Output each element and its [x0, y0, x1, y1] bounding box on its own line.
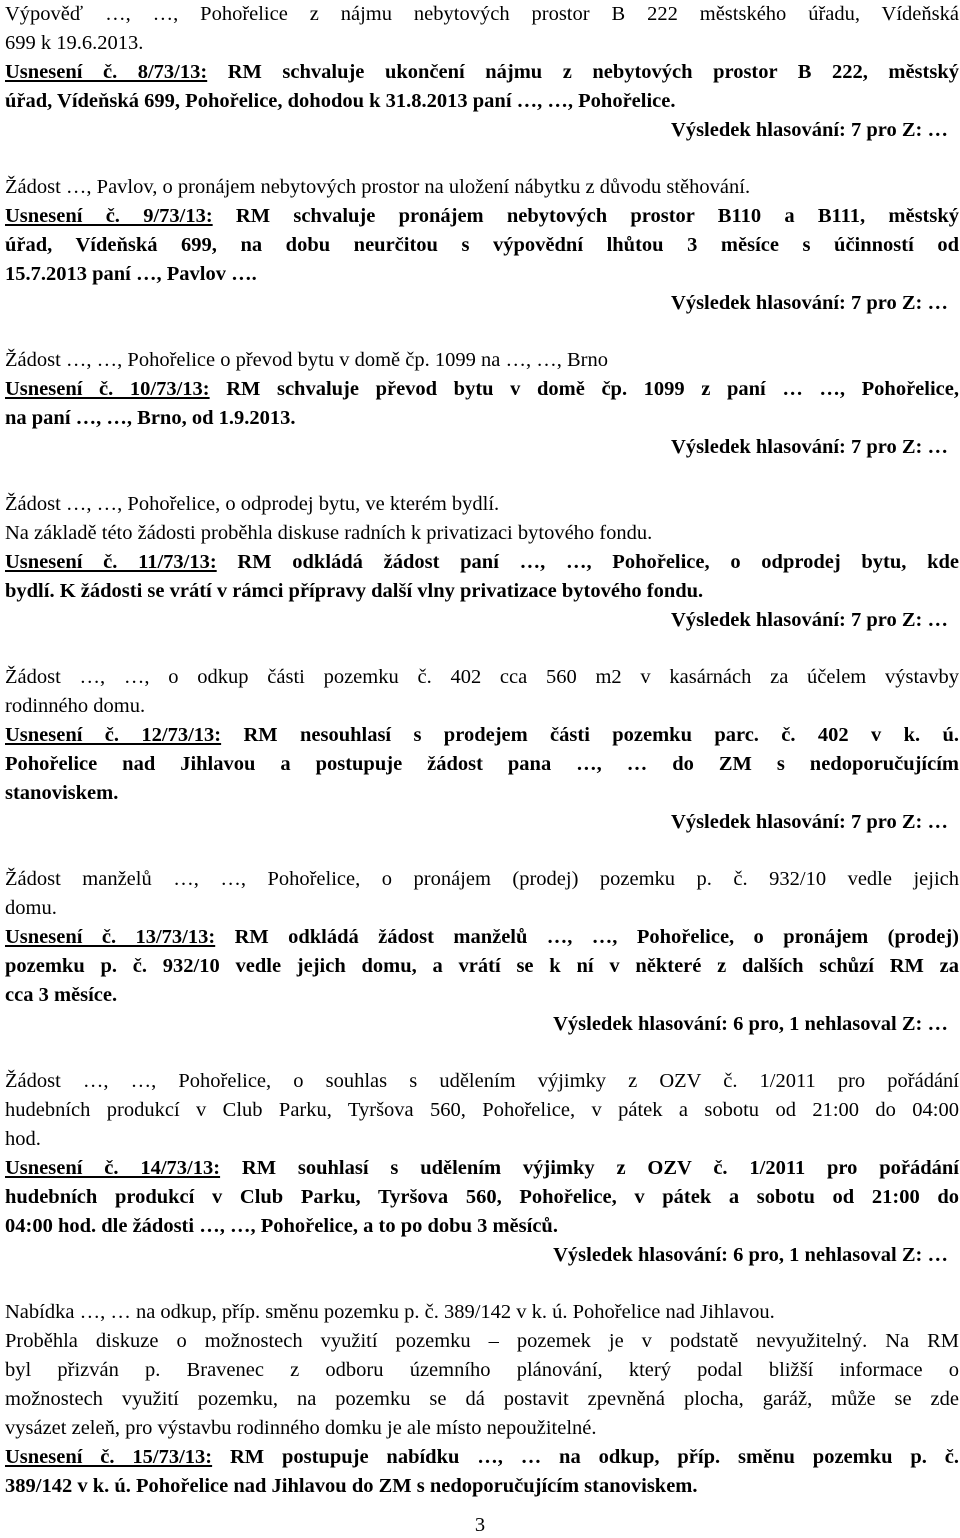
resolution-text: 389/142 v k. ú. Pohořelice nad Jihlavou do ZM s nedoporučujícím stanoviskem.: [5, 1475, 698, 1497]
resolution-text: úřad, Vídeňská 699, Pohořelice, dohodou k 31.8.2013 paní …, …, Pohořelice.: [5, 90, 676, 112]
resolution-text: RM odkládá žádost paní …, …, Pohořelice, o odprodej bytu, kde: [216, 551, 959, 573]
vote-result: Výsledek hlasování: 7 pro Z: …: [671, 436, 948, 458]
vote-result: Výsledek hlasování: 7 pro Z: …: [671, 119, 948, 141]
resolution-text: cca 3 měsíce.: [5, 984, 118, 1006]
resolution-text: Pohořelice nad Jihlavou a postupuje žádost pana …, … do ZM s nedoporučujícím: [5, 753, 959, 775]
resolution-label: Usnesení č. 15/73/13:: [5, 1446, 213, 1468]
resolution-label: Usnesení č. 14/73/13:: [5, 1157, 221, 1179]
resolution-text: pozemku p. č. 932/10 vedle jejich domu, a vrátí se k ní v některé z dalších schůzí RM za: [5, 955, 959, 977]
intro-paragraph: [5, 0, 959, 58]
resolution-block: [5, 58, 959, 145]
request-block: [5, 490, 959, 548]
resolution-text: úřad, Vídeňská 699, na dobu neurčitou s výpovědní lhůtou 3 měsíce s účinností od: [5, 234, 959, 256]
resolution-label: Usnesení č. 9/73/13:: [5, 205, 213, 227]
resolution-label: Usnesení č. 12/73/13:: [5, 724, 222, 746]
spacer: [5, 318, 959, 346]
resolution-line: [5, 1154, 959, 1183]
request-block: [5, 865, 959, 923]
request-text: Žádost …, Pavlov, o pronájem nebytových prostor na uložení nábytku z důvodu stěhování.: [5, 176, 751, 198]
request-text: možnostech využití pozemku, na pozemku se dá postavit zpevněná plocha, garáž, může se zde: [5, 1388, 959, 1410]
resolution-label: Usnesení č. 11/73/13:: [5, 551, 217, 573]
vote-result: Výsledek hlasování: 7 pro Z: …: [671, 811, 948, 833]
resolution-text: RM schvaluje pronájem nebytových prostor B110 a B111, městský: [212, 205, 959, 227]
resolution-label: Usnesení č. 10/73/13:: [5, 378, 210, 400]
resolution-line: [5, 375, 959, 404]
resolution-block: [5, 202, 959, 318]
request-text: Žádost …, …, Pohořelice o převod bytu v domě čp. 1099 na …, …, Brno: [5, 349, 608, 371]
spacer: [5, 145, 959, 173]
resolution-line: [5, 202, 959, 231]
resolution-text: RM schvaluje ukončení nájmu z nebytových prostor B 222, městský: [207, 61, 959, 83]
request-text: Na základě této žádosti proběhla diskuse radních k privatizaci bytového fondu.: [5, 522, 653, 544]
resolution-line: [5, 721, 959, 750]
resolution-text: 04:00 hod. dle žádosti …, …, Pohořelice, a to po dobu 3 měsíců.: [5, 1215, 558, 1237]
spacer: [5, 837, 959, 865]
resolution-block: [5, 721, 959, 837]
spacer: [5, 635, 959, 663]
request-text: domu.: [5, 897, 57, 919]
resolution-block: [5, 923, 959, 1039]
request-text: rodinného domu.: [5, 695, 146, 717]
resolution-text: na paní …, …, Brno, od 1.9.2013.: [5, 407, 296, 429]
resolution-text: RM nesouhlasí s prodejem části pozemku parc. č. 402 v k. ú.: [221, 724, 959, 746]
request-text: Proběhla diskuze o možnostech využití pozemku – pozemek je v podstatě nevyužitelný. Na RM: [5, 1330, 959, 1352]
request-text: Žádost …, …, Pohořelice, o souhlas s udělením výjimky z OZV č. 1/2011 pro pořádání: [5, 1070, 959, 1092]
request-text: vysázet zeleň, pro výstavbu rodinného domku je ale místo nepoužitelné.: [5, 1417, 597, 1439]
resolution-block: [5, 1154, 959, 1270]
vote-result: Výsledek hlasování: 7 pro Z: …: [671, 292, 948, 314]
request-text: Žádost …, …, Pohořelice, o odprodej bytu, ve kterém bydlí.: [5, 493, 500, 515]
resolution-text: RM souhlasí s udělením výjimky z OZV č. 1/2011 pro pořádání: [220, 1157, 959, 1179]
resolution-text: RM postupuje nabídku …, … na odkup, příp. směnu pozemku p. č.: [212, 1446, 959, 1468]
vote-result: Výsledek hlasování: 6 pro, 1 nehlasoval Z: …: [553, 1244, 948, 1266]
request-text: Žádost …, …, o odkup části pozemku č. 402 cca 560 m2 v kasárnách za účelem výstavby: [5, 666, 959, 688]
resolution-label: Usnesení č. 8/73/13:: [5, 61, 208, 83]
vote-result: Výsledek hlasování: 6 pro, 1 nehlasoval Z: …: [553, 1013, 948, 1035]
resolution-text: bydlí. K žádosti se vrátí v rámci přípravy další vlny privatizace bytového fondu.: [5, 580, 704, 602]
request-text: Žádost manželů …, …, Pohořelice, o pronájem (prodej) pozemku p. č. 932/10 vedle jejich: [5, 868, 959, 890]
resolution-text: 15.7.2013 paní …, Pavlov ….: [5, 263, 257, 285]
vote-result: Výsledek hlasování: 7 pro Z: …: [671, 609, 948, 631]
request-text: byl přizván p. Bravenec z odboru územního plánování, který podal bližší informace o: [5, 1359, 959, 1381]
resolution-text: stanoviskem.: [5, 782, 119, 804]
request-block: [5, 173, 959, 202]
request-text: Nabídka …, … na odkup, příp. směnu pozemku p. č. 389/142 v k. ú. Pohořelice nad Jihlavou.: [5, 1301, 775, 1323]
page-number: 3: [474, 1514, 486, 1536]
spacer: [5, 1270, 959, 1298]
spacer: [5, 462, 959, 490]
request-block: [5, 1298, 959, 1443]
resolution-block: [5, 1443, 959, 1501]
resolution-block: [5, 375, 959, 462]
spacer: [5, 1039, 959, 1067]
document-page: [5, 0, 959, 1501]
request-block: [5, 1067, 959, 1154]
request-text: hudebních produkcí v Club Parku, Tyršova 560, Pohořelice, v pátek a sobotu od 21:00 do 04:00: [5, 1099, 959, 1121]
resolution-line: [5, 548, 959, 577]
resolution-text: hudebních produkcí v Club Parku, Tyršova 560, Pohořelice, v pátek a sobotu od 21:00 do: [5, 1186, 959, 1208]
request-block: [5, 663, 959, 721]
resolution-block: [5, 548, 959, 635]
resolution-line: [5, 1443, 959, 1472]
text-line: 699 k 19.6.2013.: [5, 32, 144, 54]
resolution-line: [5, 923, 959, 952]
resolution-line: [5, 58, 959, 87]
resolution-text: RM odkládá žádost manželů …, …, Pohořelice, o pronájem (prodej): [215, 926, 959, 948]
request-block: [5, 346, 959, 375]
resolution-label: Usnesení č. 13/73/13:: [5, 926, 216, 948]
resolution-text: RM schvaluje převod bytu v domě čp. 1099 z paní … …, Pohořelice,: [209, 378, 959, 400]
text-line: Výpověď …, …, Pohořelice z nájmu nebytových prostor B 222 městského úřadu, Vídeňská: [5, 3, 959, 25]
request-text: hod.: [5, 1128, 41, 1150]
